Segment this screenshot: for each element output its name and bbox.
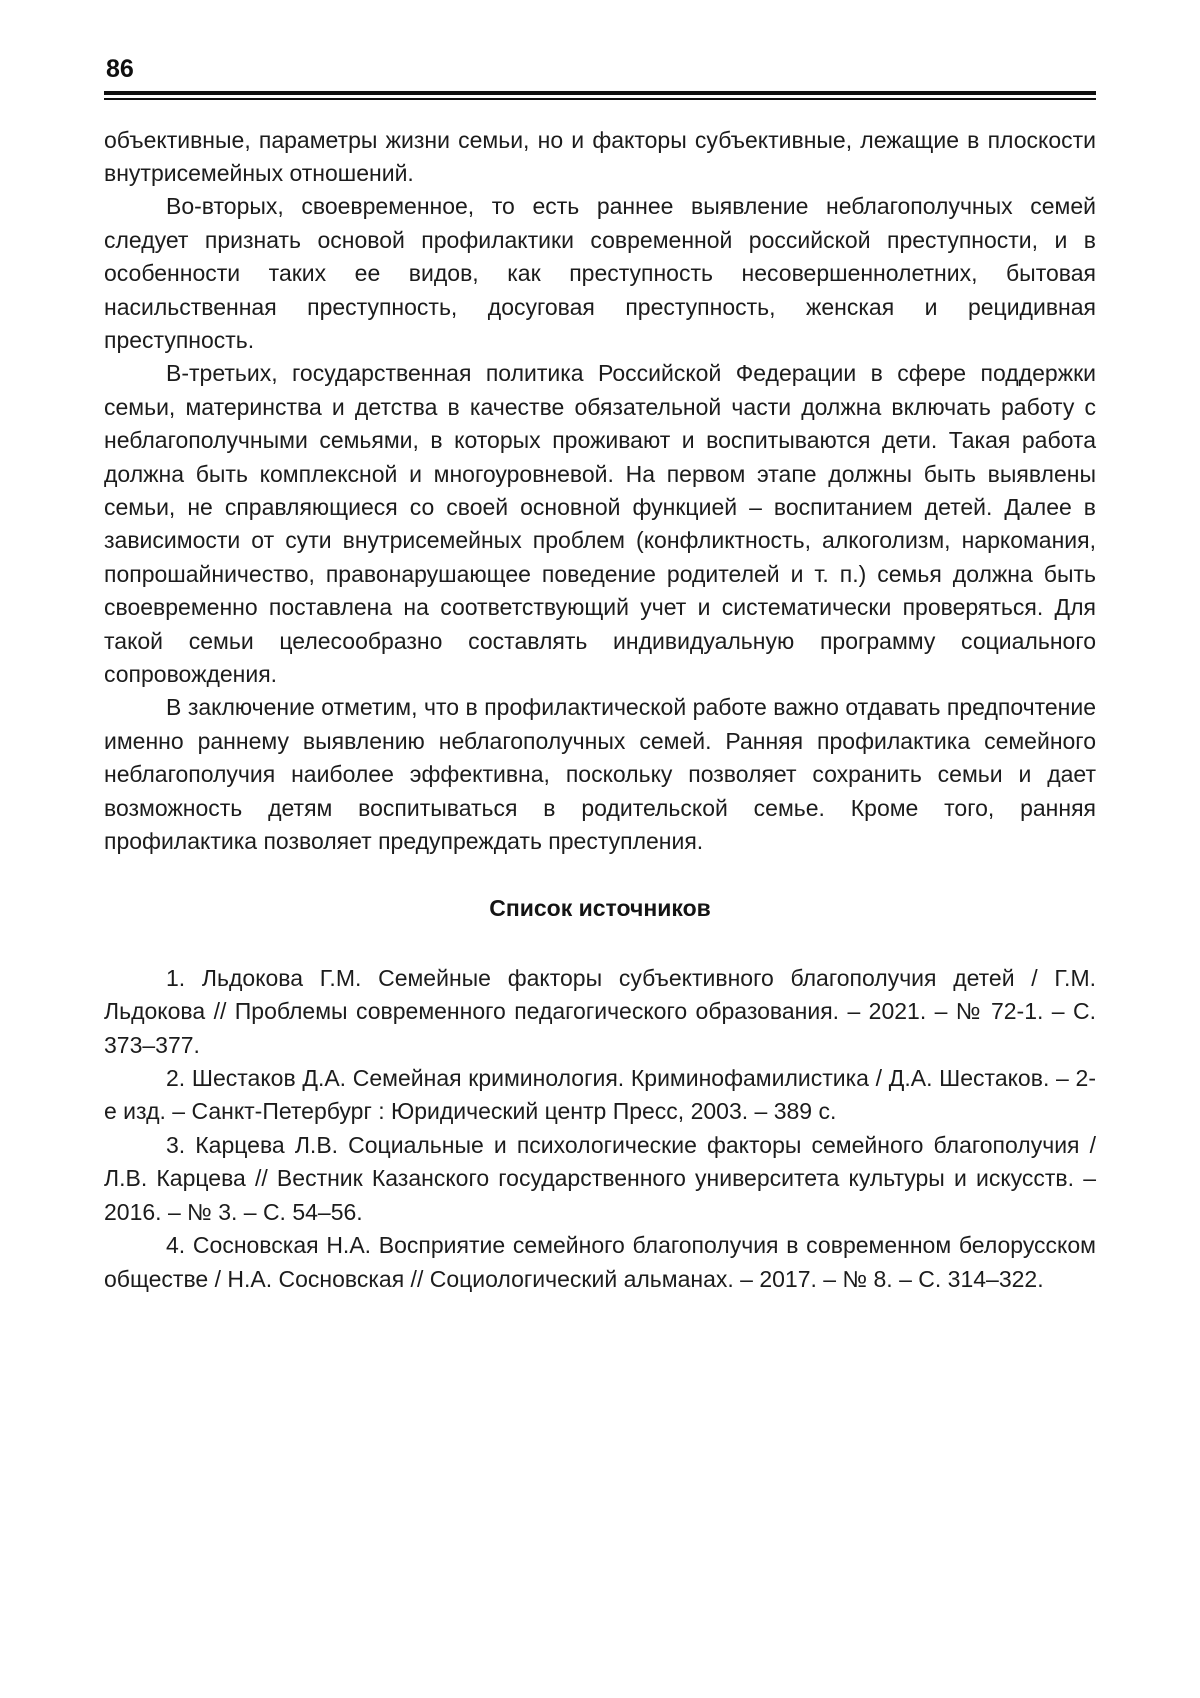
source-item: 3. Карцева Л.В. Социальные и психологические факторы семейного благополучия / Л.В. Карцева // Вестник Казанского государственного университета культуры и искусств. – 2016. – № 3. – С. 54–56. [104,1131,1096,1225]
paragraph: Во-вторых, своевременное, то есть раннее выявление неблагополучных семей следует признать основой профилактики современной российской преступности, и в особенности таких ее видов, как преступность несовершеннолетних, бытовая насильственная преступность, досуговая преступность, женская и рецидивная преступность. [104,193,1096,353]
paragraph: В-третьих, государственная политика Российской Федерации в сфере поддержки семьи, материнства и детства в качестве обязательной части должна включать работу с неблагополучными семьями, в которых проживают и воспитываются дети. Такая работа должна быть комплексной и многоуровневой. На первом этапе должны быть выявлены семьи, не справляющиеся со своей основной функцией – воспитанием детей. Далее в зависимости от сути внутрисемейных проблем (конфликтность, алкоголизм, наркомания, попрошайничество, правонарушающее поведение родителей и т. п.) семья должна быть своевременно поставлена на соответствующий учет и систематически проверяться. Для такой семьи целесообразно составлять индивидуальную программу социального сопровождения. [104,360,1096,687]
source-item: 4. Сосновская Н.А. Восприятие семейного благополучия в современном белорусском обществе / Н.А. Сосновская // Социологический альманах. – 2017. – № 8. – С. 314–322. [104,1232,1096,1292]
sources-list [104,962,1096,1296]
source-item: 2. Шестаков Д.А. Семейная криминология. Криминофамилистика / Д.А. Шестаков. – 2-е изд. – Санкт-Петербург : Юридический центр Пресс, 2003. – 389 с. [104,1065,1096,1125]
paragraph-continuation: объективные, параметры жизни семьи, но и факторы субъективные, лежащие в плоскости внутрисемейных отношений. [104,126,1096,186]
page-number: 86 [106,55,134,83]
header-rule [104,91,1096,100]
source-item: 1. Льдокова Г.М. Семейные факторы субъективного благополучия детей / Г.М. Льдокова // Проблемы современного педагогического образования. – 2021. – № 72-1. – С. 373–377. [104,964,1096,1058]
body-text [104,124,1096,859]
sources-heading: Список источников [489,895,711,922]
paragraph: В заключение отметим, что в профилактической работе важно отдавать предпочтение именно раннему выявлению неблагополучных семей. Ранняя профилактика семейного неблагополучия наиболее эффективна, поскольку позволяет сохранить семьи и дает возможность детям воспитываться в родительской семье. Кроме того, ранняя профилактика позволяет предупреждать преступления. [104,694,1096,855]
